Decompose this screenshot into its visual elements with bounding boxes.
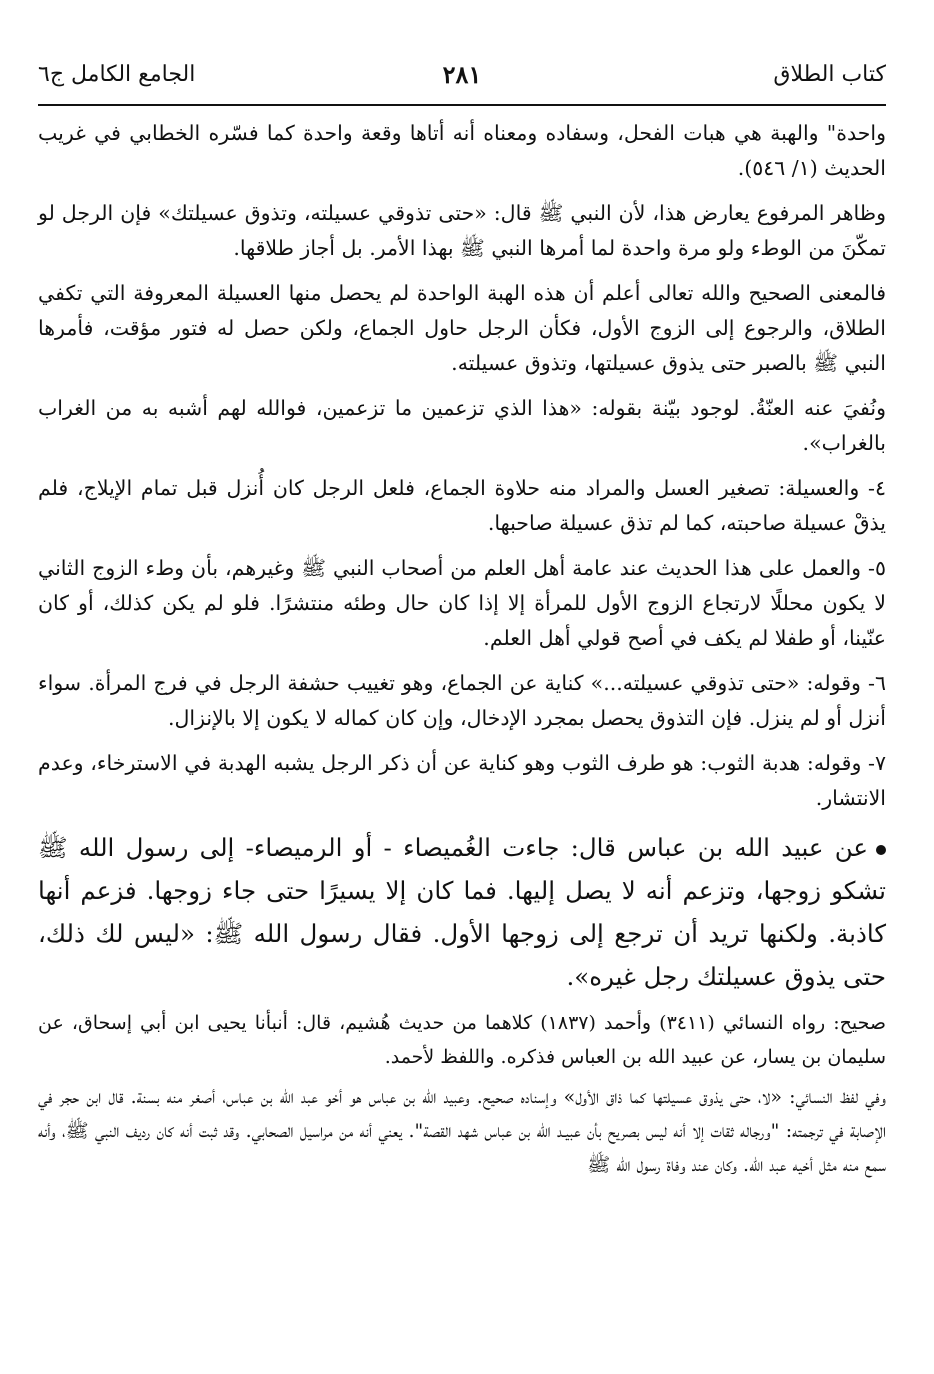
page-number: ٢٨١ [442, 60, 482, 89]
paragraph: ٥- والعمل على هذا الحديث عند عامة أهل العلم من أصحاب النبي ﷺ وغيرهم، بأن وطء الزوج الثاني لا يكون محللًا لارتجاع الزوج الأول للمرأة إلا إذا كان حال وطئه منتشرًا. فلو لم يكن كذلك، أو كان عنّينا، أو طفلا لم يكف في أصح قولي أهل العلم. [38, 556, 886, 650]
note-paragraph: وفي لفظ النسائي: «لا، حتى يذوق عسيلتها كما ذاق الأول» وإسناده صحيح. وعبيد الله بن عباس هو أخو عبد الله بن عباس، أصغر منه بسنة. قال ابن حجر في الإصابة في ترجمته: "ورجاله ثقات إلا أنه ليس بصريح بأن عبيـد الله بن عباس شهد القصة". يعني أنه من مراسيل الصحابي. وقد ثبت أنه كان رديف النبي ﷺ، وأنه سمع منه مثل أخيه عبد الله. وكان عند وفاة رسول الله ﷺ [38, 1086, 886, 1176]
paragraph: فالمعنى الصحيح والله تعالى أعلم أن هذه الهبة الواحدة لم يحصل منها العسيلة المعروفة التي تكفي الطلاق، والرجوع إلى الزوج الأول، فكأن الرجل حاول الجماع، ولكن حصل له فتور مؤقت، فأمرها النبي ﷺ بالصبر حتى يذوق عسيلتها، وتذوق عسيلته. [38, 281, 886, 375]
bullet-icon [876, 845, 886, 855]
page-body [38, 116, 886, 1188]
header-rule [38, 104, 886, 106]
page-header [38, 56, 886, 96]
note-paragraph: صحيح: رواه النسائي (٣٤١١) وأحمد (١٨٣٧) كلاهما من حديث هُشيم، قال: أنبأنا يحيى ابن أبي إسحاق، عن سليمان بن يسار، عن عبيد الله بن العباس فذكره. واللفظ لأحمد. [38, 1012, 887, 1068]
paragraph: ٦- وقوله: «حتى تذوقي عسيلته...» كناية عن الجماع، وهو تغييب حشفة الرجل في فرج المرأة. سواء أنزل أو لم ينزل. فإن التذوق يحصل بمجرد الإدخال، وإن كان كماله لا يكون إلا بالإنزال. [38, 671, 886, 730]
paragraph: ٧- وقوله: هدبة الثوب: هو طرف الثوب وهو كناية عن أن ذكر الرجل يشبه الهدبة في الاسترخاء، وعدم الانتشار. [38, 751, 886, 810]
book-title: كتاب الطلاق [773, 62, 886, 87]
paragraph: ٤- والعسيلة: تصغير العسل والمراد منه حلاوة الجماع، فلعل الرجل كان أُنزل قبل تمام الإيلاج، فلم يذقْ عسيلة صاحبته، كما لم تذق عسيلة صاحبها. [38, 476, 886, 535]
hadith-text: عن عبيد الله بن عباس قال: جاءت الغُميصاء - أو الرميصاء- إلى رسول الله ﷺ تشكو زوجها، وتزعم أنه لا يصل إليها. فما كان إلا يسيرًا حتى جاء زوجها. فزعم أنها كاذبة. ولكنها تريد أن ترجع إلى زوجها الأول. فقال رسول الله ﷺ: «ليس لك ذلك، حتى يذوق عسيلتك رجل غيره». [38, 833, 886, 991]
volume-label: الجامع الكامل ج٦ [38, 62, 196, 87]
paragraph: واحدة" والهبة هي هبات الفحل، وسفاده ومعناه أنه أتاها وقعة واحدة كما فسّره الخطابي في غريب الحديث (١/ ٥٤٦). [38, 121, 886, 180]
paragraph: وظاهر المرفوع يعارض هذا، لأن النبي ﷺ قال: «حتى تذوقي عسيلته، وتذوق عسيلتك» فإن الرجل لو تمكّنَ من الوطء ولو مرة واحدة لما أمرها النبي ﷺ بهذا الأمر. بل أجاز طلاقها. [38, 201, 886, 260]
hadith-block [38, 826, 886, 998]
paragraph: ونُفيَ عنه العنّةُ. لوجود بيّنة بقوله: «هذا الذي تزعمين ما تزعمين، فوالله لهم أشبه به من الغراب بالغراب». [38, 396, 886, 455]
